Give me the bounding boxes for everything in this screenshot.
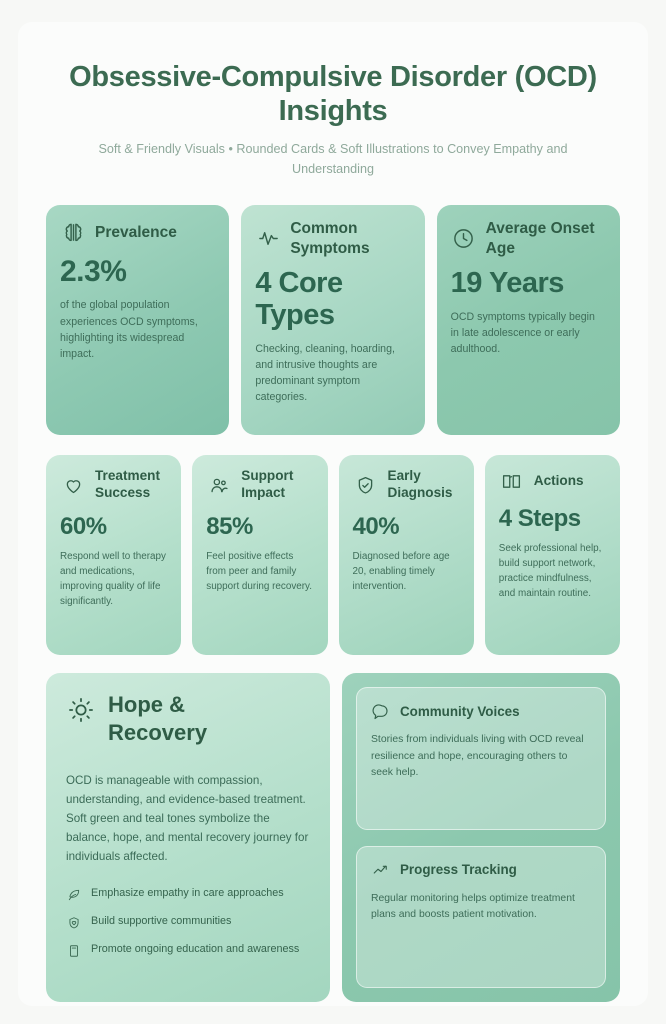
card-title: Common Symptoms	[290, 220, 370, 257]
heart-icon	[60, 472, 86, 498]
shield-heart-icon	[66, 915, 81, 930]
card-prevalence[interactable]	[46, 205, 229, 435]
card-stat: 19 Years	[450, 267, 564, 300]
card-common-symptoms[interactable]	[241, 205, 424, 435]
page-title: Obsessive-Compulsive Disorder (OCD) Insights	[69, 61, 597, 128]
card-header	[485, 455, 620, 494]
list-item-label: Emphasize empathy in care approaches	[91, 887, 284, 900]
card-title: Actions	[533, 472, 584, 488]
card-title: Early Diagnosis	[387, 468, 453, 501]
card-description: Respond well to therapy and medications, improving quality of life significantly.	[60, 550, 166, 607]
card-header	[437, 205, 620, 258]
page-subtitle: Soft & Friendly Visuals • Rounded Cards & Soft Illustrations to Convey Empathy and Understanding	[98, 142, 568, 176]
card-description: Diagnosed before age 20, enabling timely intervention.	[352, 550, 450, 592]
card-description: Seek professional help, build support network, practice mindfulness, and maintain routine.	[498, 542, 602, 599]
brain-icon	[60, 219, 86, 245]
card-header	[46, 205, 229, 245]
trend-up-icon	[371, 860, 391, 880]
card-stat: 4 Steps	[498, 505, 581, 533]
card-stat: 2.3%	[60, 255, 127, 289]
shield-check-icon	[353, 472, 379, 498]
card-header	[46, 455, 181, 502]
card-header	[241, 205, 424, 258]
sun-icon	[66, 695, 96, 725]
card-header	[371, 860, 591, 880]
people-icon	[206, 472, 232, 498]
card-support-impact[interactable]	[192, 455, 327, 655]
card-description: of the global population experiences OCD symptoms, highlighting its widespread impact.	[60, 299, 198, 360]
card-description: Feel positive effects from peer and family support during recovery.	[206, 550, 313, 592]
card-header	[339, 455, 474, 502]
card-description: Regular monitoring helps optimize treatment plans and boosts patient motivation.	[371, 892, 575, 921]
clock-icon	[451, 226, 477, 252]
card-title: Prevalence	[95, 223, 177, 241]
card-stat: 85%	[206, 513, 253, 541]
bottom-section	[46, 673, 620, 1002]
card-description: OCD is manageable with compassion, understanding, and evidence-based treatment. Soft green and teal tones symbolize the balance, hope, and mental recovery journey for individuals affected.	[66, 774, 309, 863]
stats-row-secondary	[46, 455, 620, 655]
speech-bubble-icon	[371, 701, 391, 721]
card-hope-recovery[interactable]	[46, 673, 330, 1002]
card-header	[192, 455, 327, 502]
card-stat: 4 Core Types	[255, 267, 343, 332]
card-description: OCD symptoms typically begin in late adolescence or early adulthood.	[450, 311, 595, 356]
card-stat: 40%	[352, 513, 400, 541]
stats-row-primary	[46, 205, 620, 435]
card-early-diagnosis[interactable]	[339, 455, 474, 655]
list-item	[66, 914, 310, 930]
card-treatment-success[interactable]	[46, 455, 181, 655]
card-title: Average Onset Age	[485, 220, 595, 257]
card-stat: 60%	[60, 513, 107, 541]
side-cards-container	[342, 673, 620, 1002]
list-item	[66, 942, 310, 958]
infographic-sheet	[18, 22, 648, 1006]
card-title: Treatment Success	[95, 468, 160, 501]
card-community-voices[interactable]	[356, 687, 606, 830]
leaf-icon	[66, 887, 81, 902]
card-description: Checking, cleaning, hoarding, and intrusive thoughts are predominant symptom categories.	[255, 343, 395, 404]
card-description: Stories from individuals living with OCD reveal resilience and hope, encouraging others to seek help.	[371, 734, 584, 778]
card-header	[371, 701, 591, 721]
card-header	[66, 691, 310, 746]
book-open-icon	[66, 943, 81, 958]
list-item	[66, 886, 310, 902]
card-average-onset-age[interactable]	[437, 205, 620, 435]
card-title: Community Voices	[400, 703, 520, 719]
list-item-label: Build supportive communities	[91, 915, 232, 928]
pulse-icon	[255, 226, 281, 252]
card-title: Support Impact	[241, 468, 294, 501]
list-item-label: Promote ongoing education and awareness	[91, 943, 300, 956]
card-title: Progress Tracking	[400, 862, 517, 878]
hope-bullet-list	[66, 886, 310, 958]
card-actions[interactable]	[485, 455, 620, 655]
book-icon	[499, 468, 525, 494]
card-progress-tracking[interactable]	[356, 846, 606, 989]
card-title: Hope & Recovery	[108, 692, 208, 745]
